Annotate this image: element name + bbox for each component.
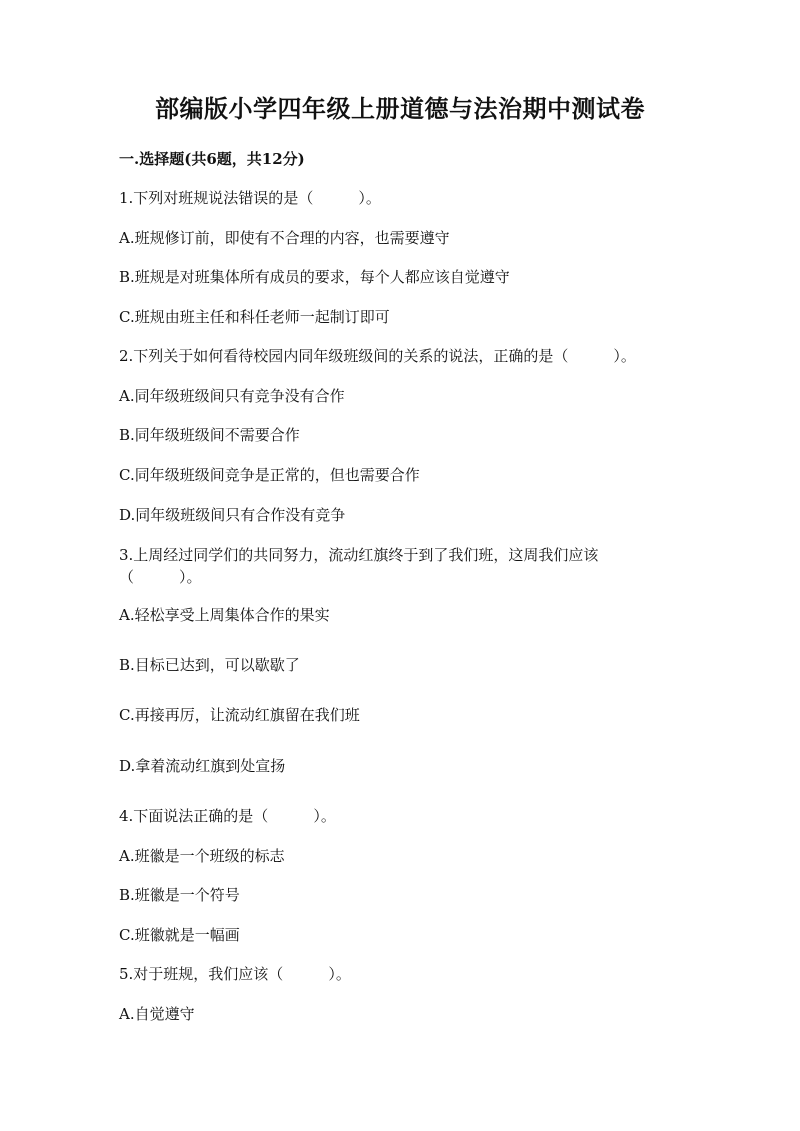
question-3-option-d: D.拿着流动红旗到处宣扬	[119, 757, 286, 775]
question-2-option-c: C.同年级班级间竞争是正常的，但也需要合作	[119, 466, 420, 484]
question-5-option-a: A.自觉遵守	[119, 1005, 195, 1023]
question-5-stem: 5.对于班规，我们应该（ ）。	[119, 965, 351, 983]
question-1-option-c: C.班规由班主任和科任老师一起制订即可	[119, 308, 390, 326]
question-3-option-c: C.再接再厉，让流动红旗留在我们班	[119, 706, 360, 724]
question-1-stem: 1.下列对班规说法错误的是（ ）。	[119, 189, 381, 207]
document-title: 部编版小学四年级上册道德与法治期中测试卷	[155, 94, 645, 123]
question-4-stem: 4.下面说法正确的是（ ）。	[119, 807, 336, 825]
question-4-option-a: A.班徽是一个班级的标志	[119, 847, 285, 865]
question-3-stem: 3.上周经过同学们的共同努力，流动红旗终于到了我们班，这周我们应该（ ）。	[119, 546, 599, 586]
question-3-option-a: A.轻松享受上周集体合作的果实	[119, 606, 330, 624]
section-heading: 一.选择题(共6题，共12分)	[119, 150, 305, 168]
question-3-option-b: B.目标已达到，可以歇歇了	[119, 656, 300, 674]
question-1-option-a: A.班规修订前，即使有不合理的内容，也需要遵守	[119, 229, 450, 247]
question-2-stem: 2.下列关于如何看待校园内同年级班级间的关系的说法，正确的是（ ）。	[119, 347, 636, 365]
question-2-option-a: A.同年级班级间只有竞争没有合作	[119, 387, 345, 405]
question-2-option-b: B.同年级班级间不需要合作	[119, 426, 300, 444]
question-4-option-b: B.班徽是一个符号	[119, 886, 240, 904]
question-4-option-c: C.班徽就是一幅画	[119, 926, 240, 944]
question-2-option-d: D.同年级班级间只有合作没有竞争	[119, 506, 346, 524]
question-1-option-b: B.班规是对班集体所有成员的要求，每个人都应该自觉遵守	[119, 268, 510, 286]
